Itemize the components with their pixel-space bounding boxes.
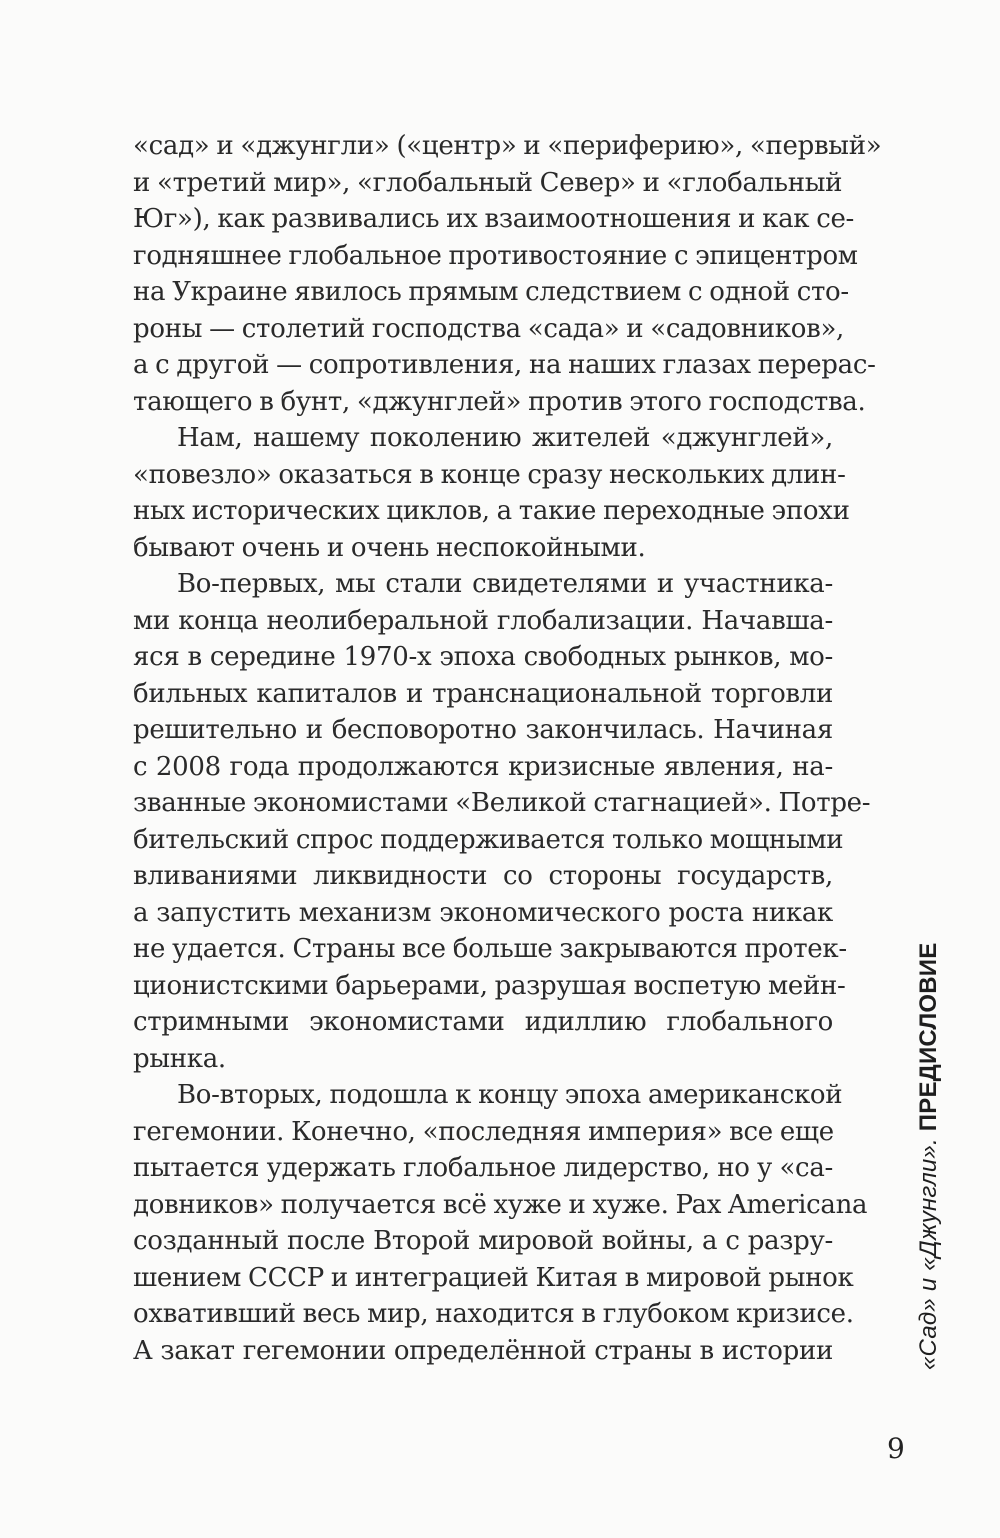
text-line: с 2008 года продолжаются кризисные явления, на- (133, 751, 833, 782)
text-line: созданный после Второй мировой войны, а с разру- (133, 1226, 833, 1256)
page-number: 9 (887, 1432, 905, 1465)
text-line: ных исторических циклов, а такие переходные эпохи (133, 496, 850, 526)
text-line: вливаниями ликвидности со стороны государств, (133, 861, 833, 891)
text-line: довников» получается всё хуже и хуже. Pax Americana (133, 1189, 868, 1220)
text-line: Юг»), как развивались их взаимоотношения и как се- (133, 204, 855, 234)
body-text (133, 128, 882, 1369)
text-line: Во-вторых, подошла к концу эпоха американской (177, 1080, 843, 1110)
text-line: на Украине явилось прямым следствием с одной сто- (133, 277, 849, 307)
text-line: а запустить механизм экономического роста никак (133, 897, 833, 928)
text-line: годняшнее глобальное противостояние с эпицентром (133, 240, 858, 271)
text-line: рынка. (133, 1043, 226, 1074)
text-line: шением СССР и интеграцией Китая в мировой рынок (133, 1262, 854, 1293)
text-line: яся в середине 1970-х эпоха свободных рынков, мо- (133, 642, 833, 672)
text-line: не удается. Страны все больше закрываются протек- (133, 934, 847, 964)
text-line: А закат гегемонии определённой страны в истории (133, 1335, 833, 1366)
text-line: и «третий мир», «глобальный Север» и «глобальный (133, 167, 843, 198)
text-line: тающего в бунт, «джунглей» против этого господства. (133, 386, 866, 417)
running-head-book-title: «Сад» и «Джунгли». (915, 1138, 942, 1370)
text-line: стримными экономистами идиллию глобального (133, 1007, 833, 1037)
running-head (915, 943, 943, 1370)
text-line: «сад» и «джунгли» («центр» и «периферию», «первый» (133, 131, 882, 161)
text-line: бильных капиталов и транснациональной торговли (133, 678, 833, 709)
text-line: решительно и бесповоротно закончилась. Начиная (133, 715, 833, 745)
text-line: бительский спрос поддерживается только мощными (133, 824, 844, 855)
text-line: ционистскими барьерами, разрушая воспетую мейн- (133, 970, 846, 1001)
text-line: гегемонии. Конечно, «последняя империя» все еще (133, 1116, 834, 1147)
text-line: Во-первых, мы стали свидетелями и участника- (177, 569, 833, 599)
text-line: Нам, нашему поколению жителей «джунглей», (177, 423, 833, 453)
text-line: а с другой — сопротивления, на наших глазах перерас- (133, 350, 876, 380)
text-line: пытается удержать глобальное лидерство, но у «са- (133, 1153, 833, 1183)
text-line: званные экономистами «Великой стагнацией». Потре- (133, 788, 871, 818)
text-line: ми конца неолиберальной глобализации. Начавша- (133, 605, 833, 636)
text-line: «повезло» оказаться в конце сразу нескольких длин- (133, 459, 846, 490)
text-line: бывают очень и очень неспокойными. (133, 532, 646, 563)
text-line: охвативший весь мир, находится в глубоком кризисе. (133, 1299, 854, 1329)
text-line: роны — столетий господства «сада» и «садовников», (133, 313, 845, 344)
running-head-section-title: ПРЕДИСЛОВИЕ (915, 942, 942, 1132)
